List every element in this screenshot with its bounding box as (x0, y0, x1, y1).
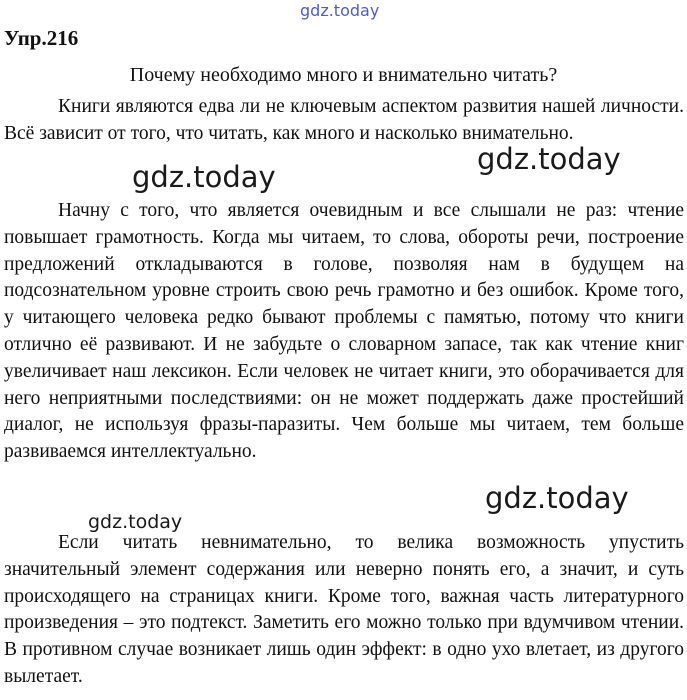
watermark-top: gdz.today (300, 1, 380, 20)
watermark-3: gdz.today (485, 481, 629, 515)
paragraph-3: Если читать невнимательно, то велика возможность упустить значительный элемент содержания или неверно понять его, а значит, и суть происходящего на страницах книги. Кроме того, важная часть литературного произведения – это подтекст. Заметить его можно только при вдумчивом чтении. В противном случае возникает лишь один эффект: в одно ухо влетает, из другого вылетает. (4, 532, 684, 687)
exercise-number: Упр.216 (4, 26, 79, 50)
watermark-1: gdz.today (132, 160, 276, 194)
paragraph-1: Книги являются едва ли не ключевым аспектом развития нашей личности. Всё зависит от того, что читать, как много и насколько внимательно. (4, 96, 684, 144)
essay-title: Почему необходимо много и внимательно читать? (129, 64, 558, 86)
watermark-4: gdz.today (88, 511, 183, 533)
paragraph-2: Начну с того, что является очевидным и все слышали не раз: чтение повышает грамотность. Когда мы читаем, то слова, обороты речи, построение предложений откладываются в голове, позволяя нам в будущем на подсознательном уровне строить свою речь грамотно и без ошибок. Кроме того, у читающего человека редко бывают проблемы с памятью, потому что книги отлично её развивают. И не забудьте о словарном запасе, так как чтение книг увеличивает наш лексикон. Если человек не читает книги, это оборачивается для него неприятными последствиями: он не может поддержать даже простейший диалог, не используя фразы-паразиты. Чем больше мы читаем, тем больше развиваемся интеллектуально. (4, 200, 684, 463)
watermark-2: gdz.today (477, 142, 621, 176)
